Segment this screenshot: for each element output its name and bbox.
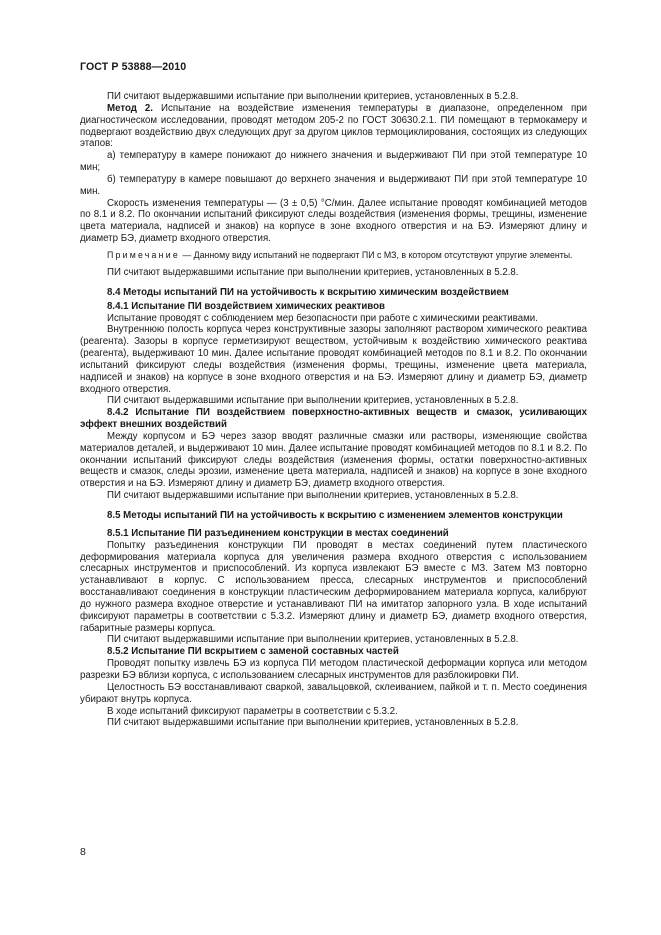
subsection-heading-8-5-1: 8.5.1 Испытание ПИ разъединением конструкции в местах соединений xyxy=(107,527,449,539)
paragraph-criteria: ПИ считают выдержавшими испытание при выполнении критериев, установленных в 5.2.8. xyxy=(107,395,519,407)
section-heading-8-5: 8.5 Методы испытаний ПИ на устойчивость к вскрытию с изменением элементов конструкции xyxy=(107,510,563,521)
paragraph-criteria: ПИ считают выдержавшими испытание при выполнении критериев, установленных в 5.2.8. xyxy=(107,717,519,729)
paragraph-criteria: ПИ считают выдержавшими испытание при выполнении критериев, установленных в 5.2.8. xyxy=(107,91,519,102)
paragraph-criteria: ПИ считают выдержавшими испытание при выполнении критериев, установленных в 5.2.8. xyxy=(107,490,519,502)
paragraph-step-a: а) температуру в камере понижают до нижнего значения и выдерживают ПИ при этой температуре 10 мин; xyxy=(80,150,587,174)
paragraph-replacement-record: В ходе испытаний фиксируют параметры в соответствии с 5.3.2. xyxy=(107,705,398,717)
document-body xyxy=(80,91,587,729)
note xyxy=(80,250,587,261)
method-2-text: Испытание на воздействие изменения температуры в диапазоне, определенном при диагностическом исследовании, проводят методом 205-2 по ГОСТ 30630.2.1. ПИ помещают в термокамеру и подвергают воздействию двух следующих друг за другом циклов термоциклирования, состоящих из следующих этапов: xyxy=(80,102,587,150)
page-number: 8 xyxy=(80,846,86,858)
method-2-label: Метод 2. xyxy=(107,102,153,114)
paragraph-replacement-restore: Целостность БЭ восстанавливают сваркой, завальцовкой, склеиванием, пайкой и т. п. Место соединения убирают внутрь корпуса. xyxy=(80,681,587,705)
paragraph-criteria: ПИ считают выдержавшими испытание при выполнении критериев, установленных в 5.2.8. xyxy=(107,266,519,278)
note-label: Примечание xyxy=(107,249,180,260)
paragraph-chem-procedure: Внутреннюю полость корпуса через конструктивные зазоры заполняют раствором химического реактива (реагента). Зазоры в корпусе герметизируют веществом, устойчивым к воздействию химического реактива (реагента), выдерживают 10 мин. Далее испытание проводят комбинацией методов по 8.1 и 8.2. По окончании испытаний фиксируют следы воздействия (изменения формы, трещины, изменение цвета материала, надписей и знаков) на корпусе в зоне входного отверстия и на БЭ. Измеряют длину и диаметр БЭ, диаметр входного отверстия. xyxy=(80,324,587,395)
subsection-heading-8-5-2: 8.5.2 Испытание ПИ вскрытием с заменой составных частей xyxy=(107,646,399,658)
paragraph-criteria: ПИ считают выдержавшими испытание при выполнении критериев, установленных в 5.2.8. xyxy=(107,634,519,646)
subsection-heading-8-4-2: 8.4.2 Испытание ПИ воздействием поверхностно-активных веществ и смазок, усиливающих эффект внешних воздействий xyxy=(80,407,587,431)
document-header: ГОСТ Р 53888—2010 xyxy=(80,61,187,73)
subsection-heading-8-4-1: 8.4.1 Испытание ПИ воздействием химических реактивов xyxy=(107,300,385,312)
paragraph-replacement-attempt: Проводят попытку извлечь БЭ из корпуса ПИ методом пластической деформации корпуса или методом разрезки БЭ вблизи корпуса, с использованием слесарных инструментов для разблокировки ПИ. xyxy=(80,658,587,681)
paragraph-separation: Попытку разъединения конструкции ПИ проводят в местах соединений путем пластического деформирования материала корпуса для увеличения размера входного отверстия с использованием слесарных инструментов и приспособлений. Из корпуса извлекают БЭ вместе с МЗ. Затем МЗ повторно устанавливают в корпус. С использованием пресса, слесарных инструментов и приспособлений восстанавливают соединения в конструкции пластическим деформированием материала корпуса, калибруют до нужного размера входное отверстие и устанавливают ПИ на имитатор запорного узла. В ходе испытаний фиксируют параметры в соответствии с 5.3.2. Измеряют длину и диаметр БЭ, диаметр входного отверстия, габаритные размеры корпуса. xyxy=(80,539,587,634)
paragraph-chem-safety: Испытание проводят с соблюдением мер безопасности при работе с химическими реактивами. xyxy=(107,312,538,324)
note-text: — Данному виду испытаний не подвергают ПИ с МЗ, в котором отсутствуют упругие элементы. xyxy=(179,249,573,260)
paragraph-surfactants: Между корпусом и БЭ через зазор вводят различные смазки или растворы, изменяющие свойства материалов деталей, и выдерживают 10 мин. Далее испытание проводят комбинацией методов по 8.1 и 8.2. По окончании испытаний фиксируют следы воздействия (изменения формы, остатки поверхностно-активных веществ и смазок, следы эрозии, изменение цвета материала, надписей и знаков) на корпусе в зоне входного отверстия и на БЭ. Измеряют длину и диаметр БЭ, диаметр входного отверстия. xyxy=(80,430,587,490)
paragraph-temperature-rate: Скорость изменения температуры — (3 ± 0,5) °С/мин. Далее испытание проводят комбинацией методов по 8.1 и 8.2. По окончании испытаний фиксируют следы воздействия (изменения формы, трещины, изменение цвета материала, надписей и знаков) на корпусе в зоне входного отверстия и на БЭ. Измеряют длину и диаметр БЭ, диаметр входного отверстия. xyxy=(80,197,587,245)
paragraph-method-2 xyxy=(80,103,587,150)
section-heading-8-4: 8.4 Методы испытаний ПИ на устойчивость к вскрытию химическим воздействием xyxy=(107,286,509,298)
paragraph-step-b: б) температуру в камере повышают до верхнего значения и выдерживают ПИ при этой температуре 10 мин. xyxy=(80,173,587,197)
